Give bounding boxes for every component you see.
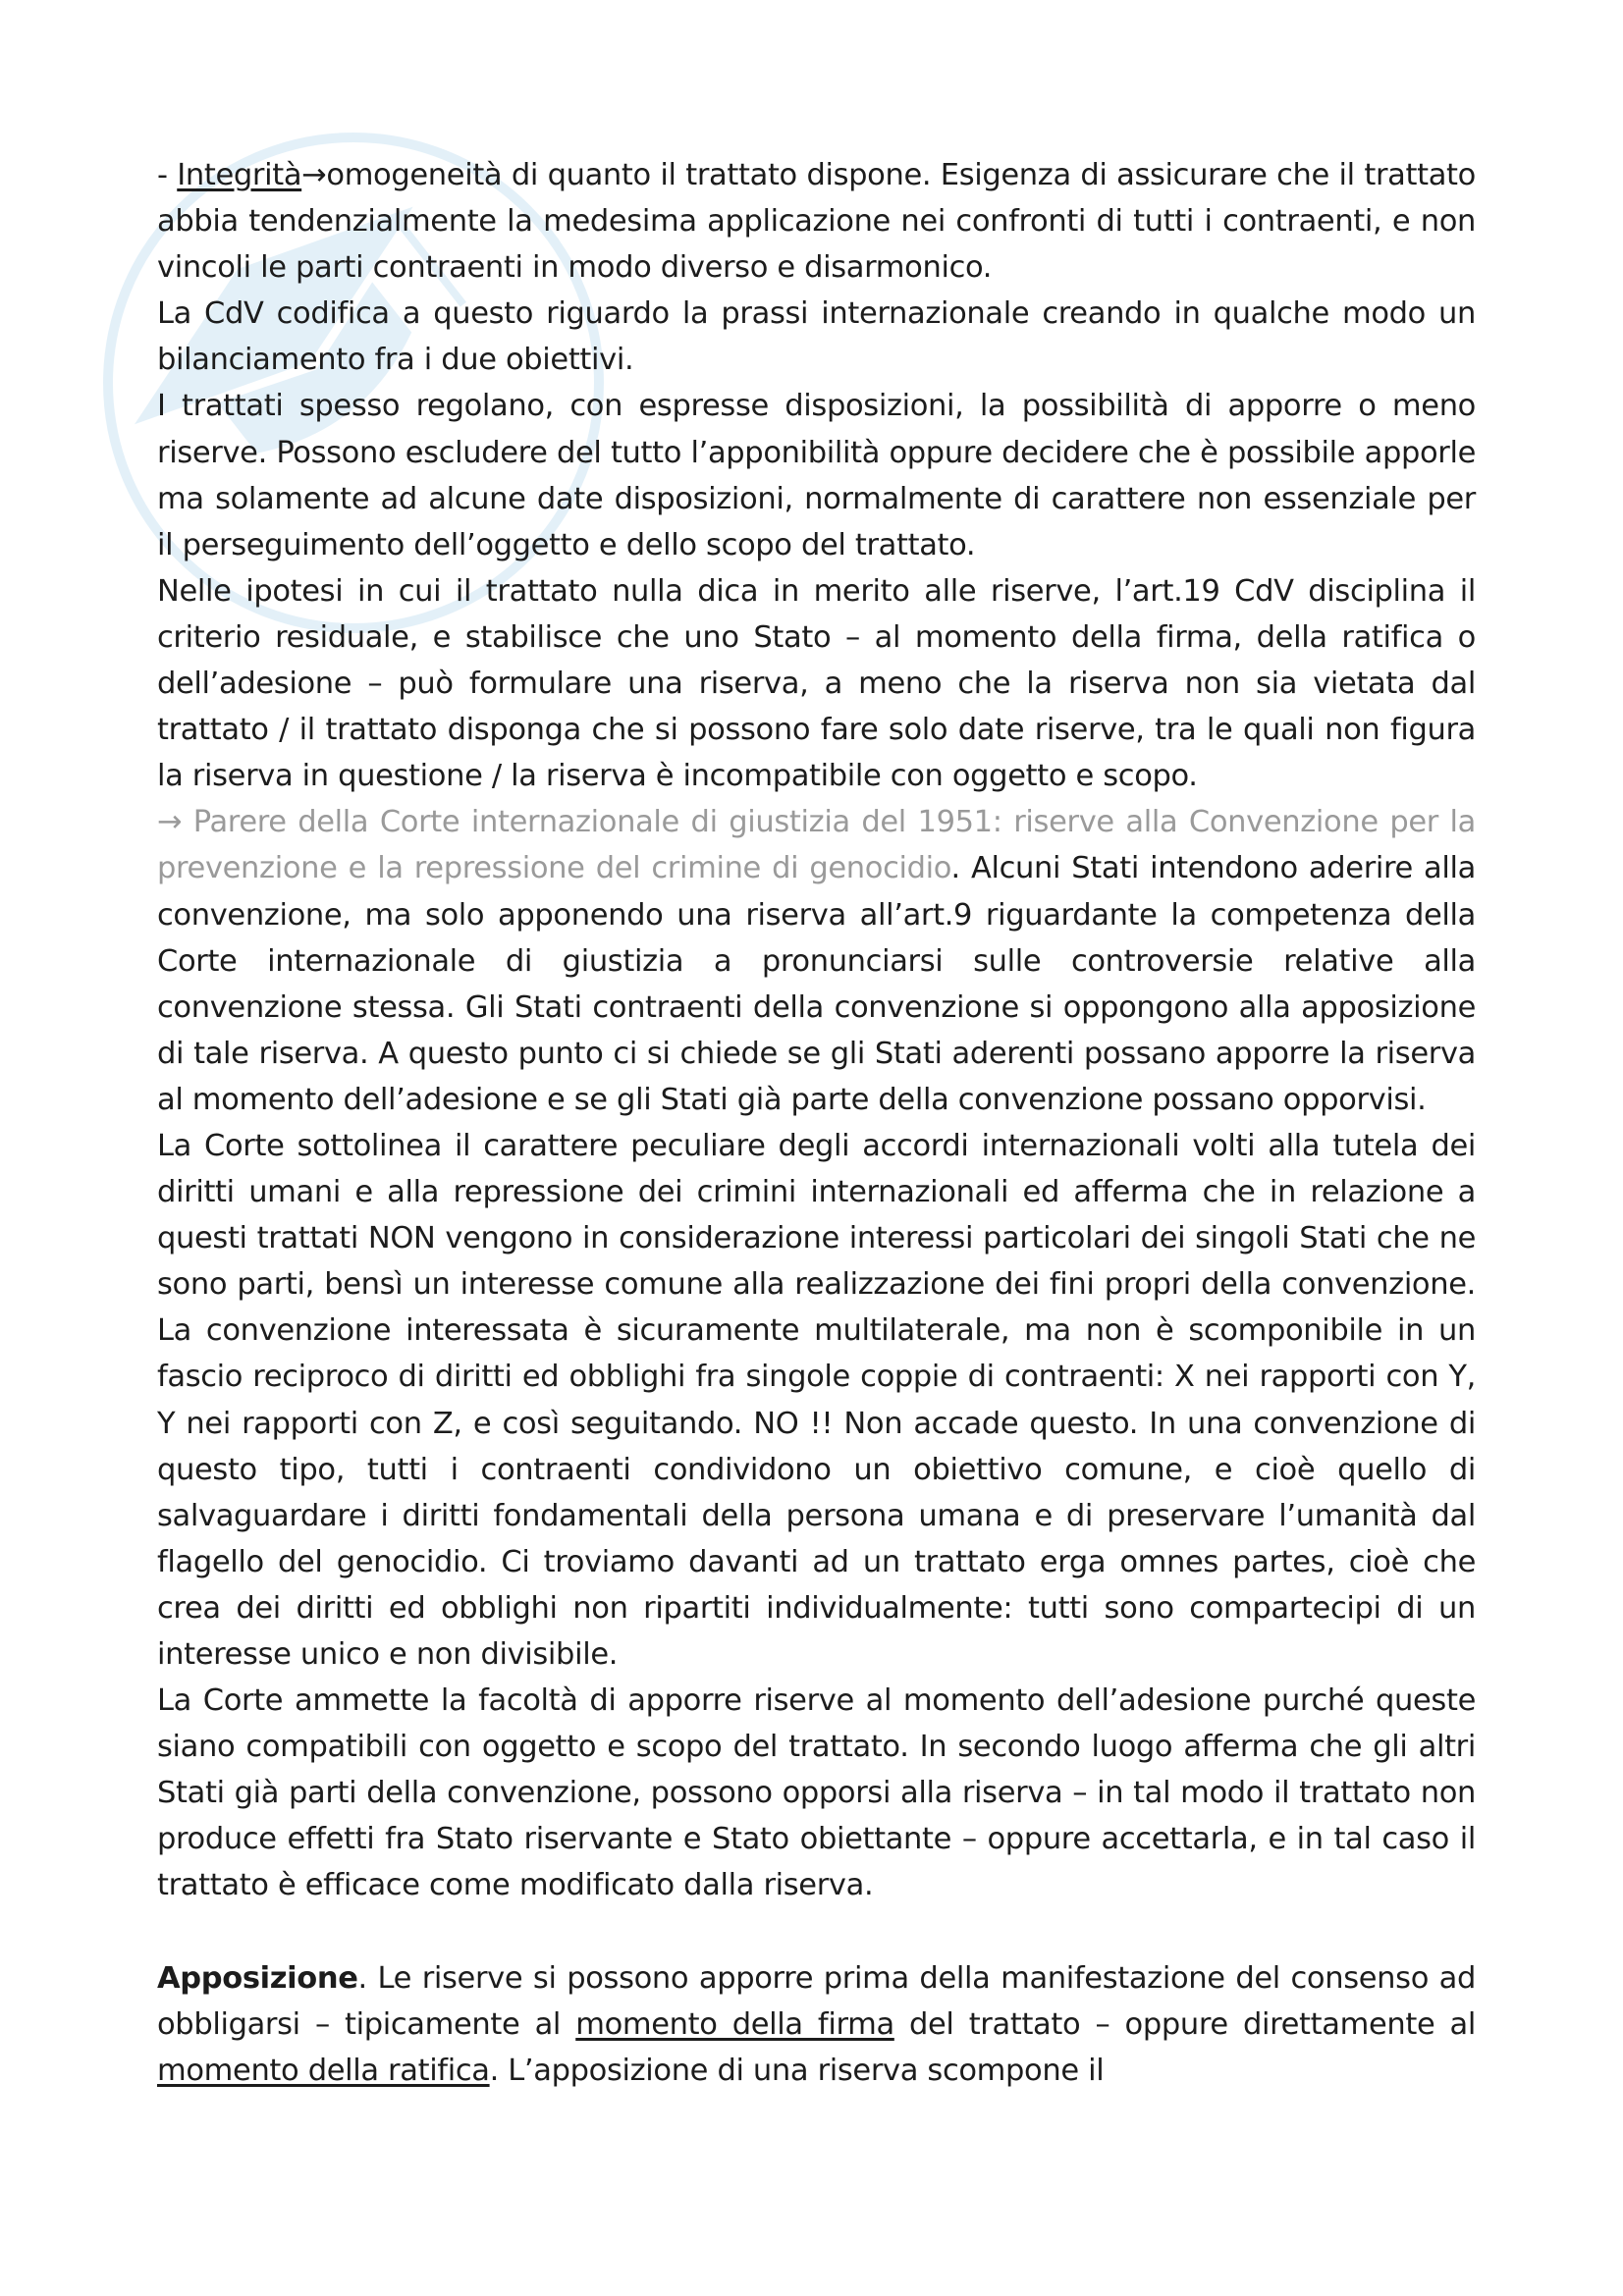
paragraph-parere-1951 — [157, 799, 1476, 1123]
paragraph-text: . Alcuni Stati intendono aderire alla convenzione, ma solo apponendo una riserva all’art.9 riguardante la competenza della Corte internazionale di giustizia a pronunciarsi sulle controversie relative alla convenzione stessa. Gli Stati contraenti della convenzione si oppongono alla apposizione di tale riserva. A questo punto ci si chiede se gli Stati aderenti possano apporre la riserva al momento dell’adesione e se gli Stati già parte della convenzione possano opporvisi. — [157, 851, 1476, 1117]
paragraph-text: del trattato – oppure direttamente al — [893, 2006, 1477, 2042]
section-heading: Apposizione — [157, 1960, 358, 1996]
arrow-icon: → — [301, 158, 327, 192]
list-dash: - — [157, 158, 178, 192]
underlined-phrase: momento della ratifica — [157, 2053, 490, 2088]
paragraph-corte-sottolinea: La Corte sottolinea il carattere peculiare degli accordi internazionali volti alla tutela dei diritti umani e alla repressione dei crimini internazionali ed afferma che in relazione a questi trattati NON vengono in considerazione interessi particolari dei singoli Stati che ne sono parti, bensì un interesse comune alla realizzazione dei fini propri della convenzione. La convenzione interessata è sicuramente multilaterale, ma non è scomponibile in un fascio reciproco di diritti ed obblighi fra singole coppie di contraenti: X nei rapporti con Y, Y nei rapporti con Z, e così seguitando. NO !! Non accade questo. In una convenzione di questo tipo, tutti i contraenti condividono un obiettivo comune, e cioè quello di salvaguardare i diritti fondamentali della persona umana e di preservare l’umanità dal flagello del genocidio. Ci troviamo davanti ad un trattato erga omnes partes, cioè che crea dei diritti ed obblighi non ripartiti individualmente: tutti sono compartecipi di un interesse unico e non divisibile. — [157, 1128, 1476, 1672]
paragraph-text: . Le riserve si possono apporre prima della manifestazione del consenso ad obbligarsi – tipicamente al — [157, 1960, 1476, 2042]
paragraph-integrita — [157, 152, 1476, 291]
paragraph-corte-ammette: La Corte ammette la facoltà di apporre riserve al momento dell’adesione purché queste siano compatibili con oggetto e scopo del trattato. In secondo luogo afferma che gli altri Stati già parti della convenzione, possono opporsi alla riserva – in tal modo il trattato non produce effetti fra Stato riservante e Stato obiettante – oppure accettarla, e in tal caso il trattato è efficace come modificato dalla riserva. — [157, 1683, 1476, 1903]
case-reference: → Parere della Corte internazionale di giustizia del 1951: riserve alla Convenzione per la prevenzione e la repressione del crimine di genocidio — [157, 805, 1476, 886]
document-body — [157, 152, 1476, 2094]
paragraph-text: . L’apposizione di una riserva scompone il — [489, 2053, 1105, 2088]
underlined-phrase: momento della firma — [575, 2006, 894, 2042]
paragraph-trattati-riserve: I trattati spesso regolano, con espresse disposizioni, la possibilità di apporre o meno riserve. Possono escludere del tutto l’apponibilità oppure decidere che è possibile apporle ma solamente ad alcune date disposizioni, normalmente di carattere non essenziale per il perseguimento dell’oggetto e dello scopo del trattato. — [157, 389, 1476, 562]
paragraph-apposizione — [157, 1955, 1476, 2094]
paragraph-cdv: La CdV codifica a questo riguardo la prassi internazionale creando in qualche modo un bilanciamento fra i due obiettivi. — [157, 296, 1476, 378]
paragraph-art19: Nelle ipotesi in cui il trattato nulla dica in merito alle riserve, l’art.19 CdV disciplina il criterio residuale, e stabilisce che uno Stato – al momento della firma, della ratifica o dell’adesione – può formulare una riserva, a meno che la riserva non sia vietata dal trattato / il trattato disponga che si possono fare solo date riserve, tra le quali non figura la riserva in questione / la riserva è incompatibile con oggetto e scopo. — [157, 573, 1476, 794]
term-integrita: Integrità — [177, 158, 302, 192]
paragraph-text: omogeneità di quanto il trattato dispone. Esigenza di assicurare che il trattato abbia tendenzialmente la medesima applicazione nei confronti di tutti i contraenti, e non vincoli le parti contraenti in modo diverso e disarmonico. — [157, 158, 1476, 286]
